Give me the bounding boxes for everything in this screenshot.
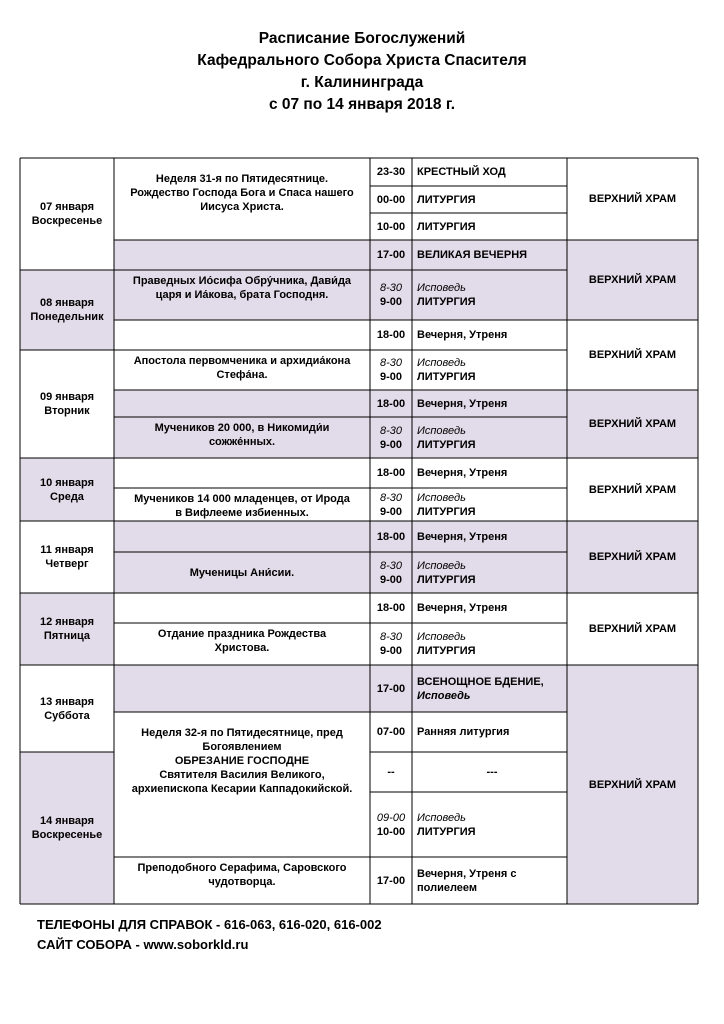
confession-time: 09-00 bbox=[376, 811, 406, 824]
feast-line: чудотворца. bbox=[208, 876, 276, 888]
feast-line: царя и Иа́кова, брата Господня. bbox=[155, 289, 329, 301]
feast-line: Мученицы Ани́сии. bbox=[189, 566, 295, 579]
date-label: 08 января bbox=[39, 297, 95, 309]
service-time: 17-00 bbox=[376, 682, 406, 695]
weekday-label: Суббота bbox=[44, 709, 90, 722]
confession-time: 8-30 bbox=[379, 282, 403, 294]
location-label: ВЕРХНИЙ ХРАМ bbox=[588, 193, 677, 205]
feast-line: Мучеников 14 000 младенцев, от Ирода bbox=[134, 493, 350, 505]
service-name: Исповедь bbox=[417, 357, 466, 369]
feast-line: Святителя Василия Великого, bbox=[159, 769, 325, 781]
service-name: Вечерня, Утреня bbox=[417, 329, 508, 341]
confession-time: 8-30 bbox=[379, 424, 403, 437]
service-time: 9-00 bbox=[379, 438, 403, 451]
service-name: Исповедь bbox=[417, 689, 471, 702]
location-label: ВЕРХНИЙ ХРАМ bbox=[588, 483, 677, 496]
service-name: Исповедь bbox=[417, 282, 466, 294]
date-label: 07 января bbox=[39, 201, 95, 213]
service-name: ЛИТУРГИЯ bbox=[417, 573, 476, 586]
service-time: 9-00 bbox=[379, 505, 403, 518]
service-time: 17-00 bbox=[376, 874, 406, 887]
service-time: 10-00 bbox=[376, 825, 406, 838]
service-name: ЛИТУРГИЯ bbox=[417, 296, 476, 308]
location-label: ВЕРХНИЙ ХРАМ bbox=[588, 551, 677, 563]
website-line: САЙТ СОБОРА - www.soborkld.ru bbox=[37, 937, 249, 952]
service-name: Вечерня, Утреня bbox=[417, 602, 508, 614]
service-time: 18-00 bbox=[376, 467, 406, 479]
date-label: 14 января bbox=[39, 815, 95, 827]
location-label: ВЕРХНИЙ ХРАМ bbox=[588, 274, 677, 286]
feast-line: архиепископа Кесарии Каппадокийской. bbox=[131, 783, 353, 795]
confession-time: 8-30 bbox=[379, 491, 403, 504]
location-label: ВЕРХНИЙ ХРАМ bbox=[588, 418, 677, 430]
weekday-label: Воскресенье bbox=[31, 215, 103, 227]
service-name: Вечерня, Утреня bbox=[417, 530, 508, 543]
service-name: Ранняя литургия bbox=[417, 726, 510, 738]
service-name: Исповедь bbox=[417, 491, 466, 504]
weekday-label: Четверг bbox=[45, 558, 89, 570]
feast-line: в Вифлееме избиенных. bbox=[175, 507, 309, 519]
service-name: Исповедь bbox=[417, 424, 466, 437]
date-label: 09 января bbox=[39, 391, 95, 403]
confession-time: 8-30 bbox=[379, 357, 403, 369]
weekday-label: Пятница bbox=[43, 630, 91, 642]
location-label: ВЕРХНИЙ ХРАМ bbox=[588, 778, 677, 791]
date-label: 12 января bbox=[39, 616, 95, 628]
title-line: с 07 по 14 января 2018 г. bbox=[268, 96, 456, 113]
location-label: ВЕРХНИЙ ХРАМ bbox=[588, 349, 677, 361]
feast-line: Мучеников 20 000, в Никомиди́и bbox=[154, 422, 330, 434]
confession-time: 8-30 bbox=[379, 631, 403, 643]
phones-line: ТЕЛЕФОНЫ ДЛЯ СПРАВОК - 616-063, 616-020, 616-002 bbox=[37, 917, 382, 932]
service-time: -- bbox=[387, 766, 395, 778]
service-time: 9-00 bbox=[379, 371, 403, 383]
feast-line: Неделя 31-я по Пятидесятнице. bbox=[155, 173, 329, 185]
location-label: ВЕРХНИЙ ХРАМ bbox=[588, 623, 677, 635]
feast-line: сожже́нных. bbox=[208, 436, 276, 448]
service-time: 9-00 bbox=[379, 645, 403, 657]
service-name: ЛИТУРГИЯ bbox=[417, 505, 476, 518]
service-name: КРЕСТНЫЙ ХОД bbox=[417, 166, 506, 178]
service-name: Вечерня, Утреня с bbox=[417, 867, 517, 880]
service-name: Исповедь bbox=[417, 811, 466, 824]
service-time: 17-00 bbox=[376, 249, 406, 261]
confession-time: 8-30 bbox=[379, 559, 403, 572]
contact-footer bbox=[37, 915, 382, 955]
service-name: полиелеем bbox=[417, 881, 478, 894]
title-line: Кафедрального Собора Христа Спасителя bbox=[197, 52, 527, 69]
title-line: г. Калининграда bbox=[300, 74, 424, 91]
service-time: 18-00 bbox=[376, 329, 406, 341]
service-name: ЛИТУРГИЯ bbox=[417, 438, 476, 451]
feast-line: Богоявлением bbox=[202, 741, 282, 753]
service-time: 18-00 bbox=[376, 602, 406, 614]
date-label: 10 января bbox=[39, 476, 95, 489]
service-time: 9-00 bbox=[379, 573, 403, 586]
service-time: 9-00 bbox=[379, 296, 403, 308]
service-name: Вечерня, Утреня bbox=[417, 467, 508, 479]
service-name: ВЕЛИКАЯ ВЕЧЕРНЯ bbox=[417, 249, 528, 261]
title-line: Расписание Богослужений bbox=[258, 30, 466, 47]
service-name: ЛИТУРГИЯ bbox=[417, 193, 476, 206]
service-name: ЛИТУРГИЯ bbox=[417, 371, 476, 383]
service-time: 07-00 bbox=[376, 726, 406, 738]
service-name: --- bbox=[486, 766, 498, 778]
weekday-label: Среда bbox=[50, 490, 84, 503]
service-time: 18-00 bbox=[376, 530, 406, 543]
weekday-label: Воскресенье bbox=[31, 829, 103, 841]
weekday-label: Вторник bbox=[44, 405, 90, 417]
service-name: Вечерня, Утреня bbox=[417, 397, 508, 410]
weekday-label: Понедельник bbox=[30, 311, 104, 323]
service-name: ЛИТУРГИЯ bbox=[417, 645, 476, 657]
service-name: ЛИТУРГИЯ bbox=[417, 220, 476, 233]
service-time: 00-00 bbox=[376, 193, 406, 206]
feast-line: Неделя 32-я по Пятидесятнице, пред bbox=[141, 727, 343, 739]
feast-line: Отдание праздника Рождества bbox=[157, 628, 327, 640]
feast-line: Иисуса Христа. bbox=[200, 201, 284, 213]
service-name: Исповедь bbox=[417, 559, 466, 572]
feast-line: Рождество Господа Бога и Спаса нашего bbox=[130, 187, 354, 199]
feast-line: Преподобного Серафима, Саровского bbox=[137, 862, 347, 874]
service-name: ЛИТУРГИЯ bbox=[417, 825, 476, 838]
feast-line: Христова. bbox=[214, 642, 270, 654]
feast-line: Стефа́на. bbox=[216, 369, 268, 381]
service-time: 23-30 bbox=[376, 166, 406, 178]
service-time: 18-00 bbox=[376, 397, 406, 410]
service-time: 10-00 bbox=[376, 220, 406, 233]
feast-line: Праведных Ио́сифа Обру́чника, Дави́да bbox=[132, 275, 352, 287]
date-label: 13 января bbox=[39, 695, 95, 708]
date-label: 11 января bbox=[40, 544, 94, 556]
feast-line: ОБРЕЗАНИЕ ГОСПОДНЕ bbox=[174, 755, 310, 767]
feast-line: Апостола первомченика и архидиа́кона bbox=[133, 355, 351, 367]
service-name: Исповедь bbox=[417, 631, 466, 643]
service-name: ВСЕНОЩНОЕ БДЕНИЕ, bbox=[417, 675, 544, 688]
